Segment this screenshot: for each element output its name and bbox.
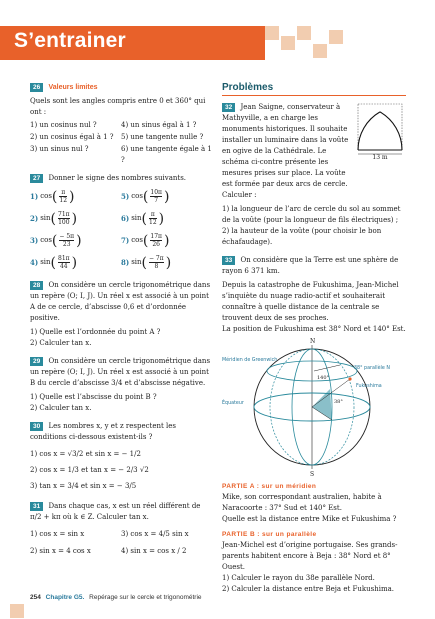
angle-38-label: 38°: [334, 399, 343, 405]
right-column: [222, 82, 406, 595]
question: 5) une tangente nulle ?: [121, 133, 204, 141]
item-number: 4): [30, 258, 39, 267]
exercise-text: On considère un cercle trigonométrique dans un repère (O; I, J). Un réel x est associé à un point A de ce cercle, d’abscisse 0,6 et d’ordonnée positive.: [30, 281, 211, 322]
denominator: 100: [58, 219, 70, 226]
exercise-text: Jean Saigne, conservateur à Mathyville, a en charge les monuments historiques. Il souhaite installer un luminaire dans la voûte en ogive de la Cathédrale. Le schéma ci-contre présente les mesures prises sur place. La voûte est formée par deux arcs de cercle. Calculer :: [222, 103, 349, 199]
function-name: cos: [131, 236, 143, 244]
left-column: [30, 82, 212, 557]
denominator: 12: [149, 219, 157, 226]
fraction: [58, 211, 70, 226]
exercise-text: La position de Fukushima est 38° Nord et 140° Est.: [222, 325, 406, 333]
exercise-27: [30, 173, 212, 273]
question: 2) sin x = 4 cos x: [30, 547, 91, 555]
question: 2) la hauteur de la voûte (pour choisir le bon échafaudage).: [222, 227, 382, 246]
exercise-29: [30, 356, 212, 414]
exercise-28: [30, 280, 212, 349]
numerator: 17π: [150, 233, 162, 240]
fraction: [150, 189, 162, 204]
exercise-number: 33: [222, 256, 235, 265]
exercise-number: 28: [30, 281, 43, 290]
part-b-question: 2) Calculer la distance entre Beja et Fukushima.: [222, 585, 394, 593]
exercise-26: [30, 82, 212, 166]
condition: 3) tan x = 3/4 et sin x = − 3/5: [30, 482, 137, 490]
question: 2) Calculer tan x.: [30, 404, 92, 412]
exercise-30: [30, 421, 212, 494]
fraction: [149, 211, 157, 226]
question: 1) cos x = sin x: [30, 530, 85, 538]
exercise-number: 30: [30, 422, 43, 431]
exercise-text: On considère que la Terre est une sphère de rayon 6 371 km.: [222, 256, 399, 275]
question: 1) Quelle est l’ordonnée du point A ?: [30, 328, 161, 336]
item-number: 1): [30, 192, 39, 201]
vault-diagram: [354, 102, 406, 160]
function-name: sin: [131, 258, 142, 266]
question: 4) un sinus égal à 1 ?: [121, 121, 197, 129]
numerator: π: [150, 211, 155, 218]
exercise-number: 27: [30, 174, 43, 183]
earth-sphere-diagram: [222, 337, 406, 477]
trig-expression: 2) sin ( $\frac{71\pi}{100}$ ): [30, 210, 78, 227]
question: 1) la longueur de l’arc de cercle du sol au sommet de la voûte (pour la longueur de fils électriques) ;: [222, 205, 401, 224]
fraction: [59, 189, 67, 204]
denominator: 23: [62, 241, 71, 248]
question: 6) une tangente égale à 1 ?: [121, 145, 212, 164]
exercise-text: On considère un cercle trigonométrique dans un repère (O; I, J). Un réel x est associé à un point B du cercle d’abscisse 3/4 et d’abscisse négative.: [30, 357, 211, 387]
condition: 1) cos x = √3/2 et sin x = − 1/2: [30, 450, 141, 458]
numerator: 10π: [150, 189, 162, 196]
fraction: [150, 233, 162, 248]
exercise-number: 29: [30, 357, 43, 366]
exercise-text: Depuis la catastrophe de Fukushima, Jean-Michel s’inquiète du nuage radio-actif et souhaiterait connaître à quelle distance de la centrale se trouvent deux de ses proches.: [222, 281, 399, 322]
fukushima-label: Fukushima: [356, 384, 382, 389]
trig-expression: 5) cos ( $\frac{10\pi}{7}$ ): [121, 188, 170, 205]
parallel-label: 38° parallèle N: [354, 366, 390, 371]
fraction: [58, 255, 70, 270]
fraction: [59, 233, 74, 248]
numerator: 71π: [58, 211, 70, 218]
fraction: [149, 255, 164, 270]
question-list: [30, 120, 212, 166]
denominator: 44: [59, 263, 68, 270]
exercise-31: [30, 501, 212, 557]
equator-label: Équateur: [222, 401, 244, 406]
part-b-question: 1) Calculer le rayon du 38e parallèle Nord.: [222, 574, 375, 582]
trig-expression: 8) sin ( $\frac{- 7\pi}{8}$ ): [121, 254, 172, 271]
chapter-title: Repérage sur le cercle et trigonométrie: [89, 594, 202, 601]
denominator: 7: [154, 197, 159, 204]
question: 2) Calculer tan x.: [30, 339, 92, 347]
decorative-squares: [265, 26, 435, 60]
exercise-text: Les nombres x, y et z respectent les conditions ci-dessous existent-ils ?: [30, 422, 176, 441]
question-list: [30, 529, 212, 557]
trig-expression-list: [30, 186, 212, 273]
chapter-label: Chapitre G5.: [45, 594, 85, 601]
part-a-text: Mike, son correspondant australien, habite à Naracoorte : 37° Sud et 140° Est.: [222, 493, 382, 512]
exercise-number: 32: [222, 103, 235, 112]
section-title: Problèmes: [222, 82, 406, 96]
exercise-intro: Quels sont les angles compris entre 0 et 360° qui ont :: [30, 97, 206, 116]
numerator: 81π: [58, 255, 70, 262]
question: 3) un sinus nul ?: [30, 145, 89, 153]
trig-expression: 3) cos ( $\frac{- 5\pi}{23}$ ): [30, 232, 82, 249]
item-number: 2): [30, 214, 39, 223]
trig-expression: 6) sin ( $\frac{\pi}{12}$ ): [121, 210, 165, 227]
page-title: S’entrainer: [14, 29, 126, 52]
denominator: 8: [154, 263, 159, 270]
denominator: 26: [152, 241, 160, 248]
question: 2) un cosinus égal à 1 ?: [30, 133, 114, 141]
angle-140-label: 140°: [317, 375, 330, 381]
exercise-text: Dans chaque cas, x est un réel différent de π/2 + kπ où k ∈ Z. Calculer tan x.: [30, 502, 201, 521]
vault-width-label: 13 m: [372, 154, 388, 160]
item-number: 7): [121, 236, 130, 245]
part-b-title: PARTIE B : sur un parallèle: [222, 531, 317, 538]
exercise-number: 26: [30, 83, 43, 92]
trig-expression: 1) cos ( $\frac{\pi}{12}$ ): [30, 188, 75, 205]
numerator: π: [61, 189, 66, 196]
page-footer: [30, 594, 202, 601]
exercise-number: 31: [30, 502, 43, 511]
numerator: − 7π: [149, 255, 164, 262]
question: 4) sin x = cos x / 2: [121, 547, 187, 555]
trig-expression: 7) cos ( $\frac{17\pi}{26}$ ): [121, 232, 170, 249]
question: 3) cos x = 4/5 sin x: [121, 530, 189, 538]
item-number: 5): [121, 192, 130, 201]
item-number: 3): [30, 236, 39, 245]
part-b-text: Jean-Michel est d’origine portugaise. Ses grands-parents habitent encore à Beja : 38° Nord et 8° Ouest.: [222, 541, 398, 571]
function-name: sin: [131, 214, 142, 222]
function-name: cos: [40, 236, 52, 244]
page-number: 254: [30, 594, 41, 601]
function-name: cos: [131, 192, 143, 200]
question: 1) un cosinus nul ?: [30, 121, 97, 129]
exercise-intro: Donner le signe des nombres suivants.: [48, 174, 187, 182]
trig-expression: 4) sin ( $\frac{81\pi}{44}$ ): [30, 254, 78, 271]
function-name: sin: [40, 258, 51, 266]
header-banner: [0, 26, 265, 60]
exercise-title: Valeurs limites: [48, 84, 98, 91]
item-number: 8): [121, 258, 130, 267]
south-label: S: [310, 471, 315, 477]
part-a-question: Quelle est la distance entre Mike et Fukushima ?: [222, 515, 397, 523]
item-number: 6): [121, 214, 130, 223]
condition: 2) cos x = 1/3 et tan x = − 2/3 √2: [30, 466, 149, 474]
north-label: N: [310, 338, 316, 345]
decorative-square: [10, 604, 24, 618]
greenwich-label: Méridien de Greenwich: [222, 358, 278, 363]
exercise-33: [222, 255, 406, 595]
part-a-title: PARTIE A : sur un méridien: [222, 483, 317, 490]
denominator: 12: [59, 197, 68, 204]
numerator: − 5π: [59, 233, 75, 240]
function-name: sin: [40, 214, 51, 222]
question: 1) Quelle est l’abscisse du point B ?: [30, 393, 157, 401]
exercise-32: [222, 102, 406, 248]
function-name: cos: [40, 192, 52, 200]
